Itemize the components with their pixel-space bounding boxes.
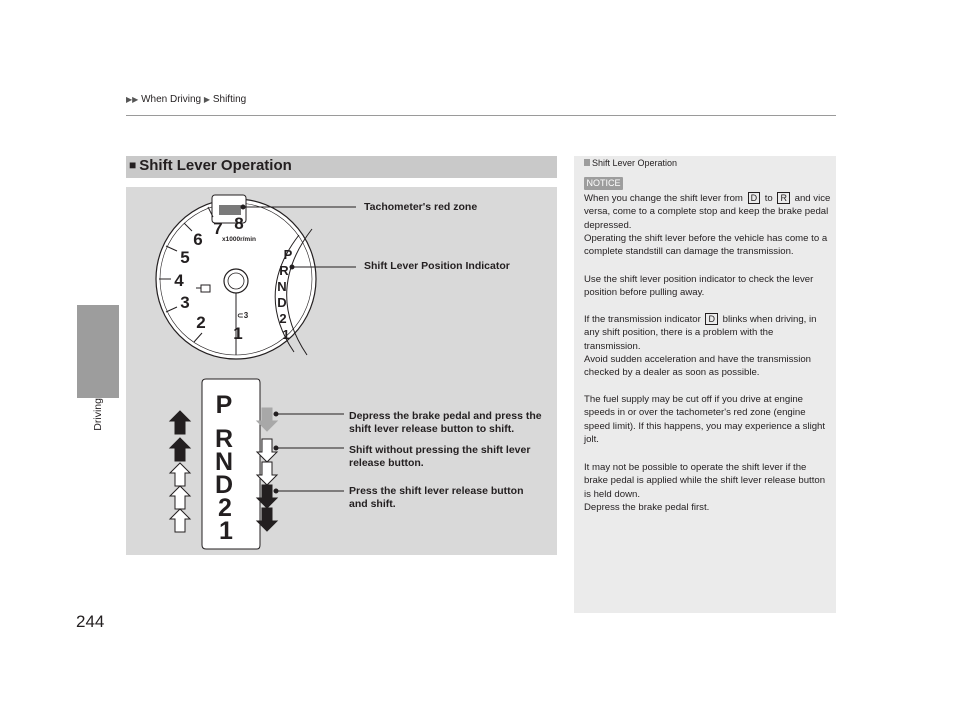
breadcrumb-item-when-driving[interactable]: When Driving: [141, 94, 202, 105]
shifter-position-n: N: [214, 448, 234, 476]
label-depress-brake: [349, 410, 542, 436]
tach-number: 4: [174, 271, 184, 290]
chapter-tab: [77, 305, 119, 398]
key-d-icon: D: [748, 192, 761, 204]
shifter-position-d: D: [214, 471, 234, 499]
note-paragraph-brake: [584, 461, 832, 514]
shifter-position-1: 1: [219, 517, 233, 545]
indicator-position-r: R: [279, 263, 289, 278]
arrow-up-outline-icon: [170, 486, 190, 509]
shifter-position-r: R: [214, 425, 234, 453]
tach-number: 2: [196, 313, 206, 332]
gauge-mark: ⊂3: [237, 311, 249, 320]
indicator-position-d: D: [277, 295, 287, 310]
tach-number: 7: [213, 219, 223, 238]
label-depress-line1: Depress the brake pedal and press the: [349, 410, 542, 422]
indicator-position-2: 2: [279, 311, 287, 326]
tach-number: 5: [180, 248, 190, 267]
reference-marker-icon: [584, 159, 590, 166]
note-text: and vice versa, come to a complete stop and keep the brake pedal depressed.: [584, 193, 831, 231]
label-shift-lever-position-indicator: Shift Lever Position Indicator: [364, 260, 510, 272]
label-without-line1: Shift without pressing the shift lever: [349, 444, 531, 456]
breadcrumb: [126, 94, 246, 105]
shifter-position-2: 2: [218, 494, 232, 522]
section-title: [129, 157, 292, 174]
label-without-line2: release button.: [349, 457, 424, 469]
indicator-position-p: P: [283, 247, 293, 262]
label-press-line1: Press the shift lever release button: [349, 485, 524, 497]
breadcrumb-arrow-icon: ▶: [203, 95, 211, 104]
arrow-up-outline-icon: [170, 463, 190, 486]
arrow-up-solid-icon: [170, 411, 190, 434]
page-number: 244: [76, 612, 105, 631]
note-text: When you change the shift lever from: [584, 193, 743, 204]
note-text: If the transmission indicator: [584, 314, 701, 325]
label-press-release-button: [349, 485, 523, 511]
key-r-icon: R: [777, 192, 790, 204]
note-paragraph-shift: [584, 192, 832, 258]
shifter-position-p: P: [215, 391, 233, 419]
breadcrumb-arrow-icon: ▶▶: [126, 95, 139, 104]
label-depress-line2: shift lever release button to shift.: [349, 423, 515, 435]
note-paragraph-indicator: Use the shift lever position indicator to check the lever position before pulling away.: [584, 274, 814, 299]
indicator-position-1: 1: [282, 327, 290, 342]
note-text: to: [764, 193, 773, 204]
note-text: Operating the shift lever before the vehicle has come to a complete standstill can damage the transmission.: [584, 232, 828, 258]
section-title-text: Shift Lever Operation: [139, 157, 292, 174]
key-d-icon: D: [705, 313, 718, 325]
note-paragraph-blinking: [584, 313, 832, 379]
tach-number: 6: [193, 230, 203, 249]
note-text: Avoid sudden acceleration and have the transmission checked by a dealer as soon as possible.: [584, 353, 812, 379]
label-tachometer-red-zone: Tachometer's red zone: [364, 201, 478, 213]
square-bullet-icon: ■: [129, 158, 137, 172]
breadcrumb-item-shifting[interactable]: Shifting: [212, 94, 247, 105]
label-press-line2: and shift.: [349, 498, 396, 510]
note-text: Depress the brake pedal first.: [584, 501, 710, 513]
indicator-position-n: N: [277, 279, 287, 294]
header-divider: [126, 115, 836, 116]
notes-heading: [584, 158, 677, 168]
tach-number: 3: [180, 293, 190, 312]
tach-number: 1: [233, 324, 243, 343]
notes-heading-text: Shift Lever Operation: [592, 158, 678, 168]
note-text: blinks when driving, in any shift position, there is a problem with the transmission.: [584, 314, 817, 352]
arrow-up-outline-icon: [170, 509, 190, 532]
tach-number: 8: [234, 214, 244, 233]
shifter-gate: [202, 379, 260, 549]
chapter-tab-label: Driving: [92, 398, 104, 431]
note-paragraph-fuel-cut: The fuel supply may be cut off if you drive at engine speeds in or over the tachometer's red zone (engine speed limit). If this happens, you may experience a slight jolt.: [584, 394, 826, 445]
arrow-up-solid-icon: [170, 438, 190, 461]
tachometer-gauge: [156, 195, 316, 359]
tach-unit: x1000r/min: [222, 236, 256, 243]
notice-badge: NOTICE: [584, 177, 623, 190]
note-text: It may not be possible to operate the shift lever if the brake pedal is applied while the shift lever release button is held down.: [584, 462, 826, 500]
label-shift-without-pressing: [349, 444, 530, 470]
